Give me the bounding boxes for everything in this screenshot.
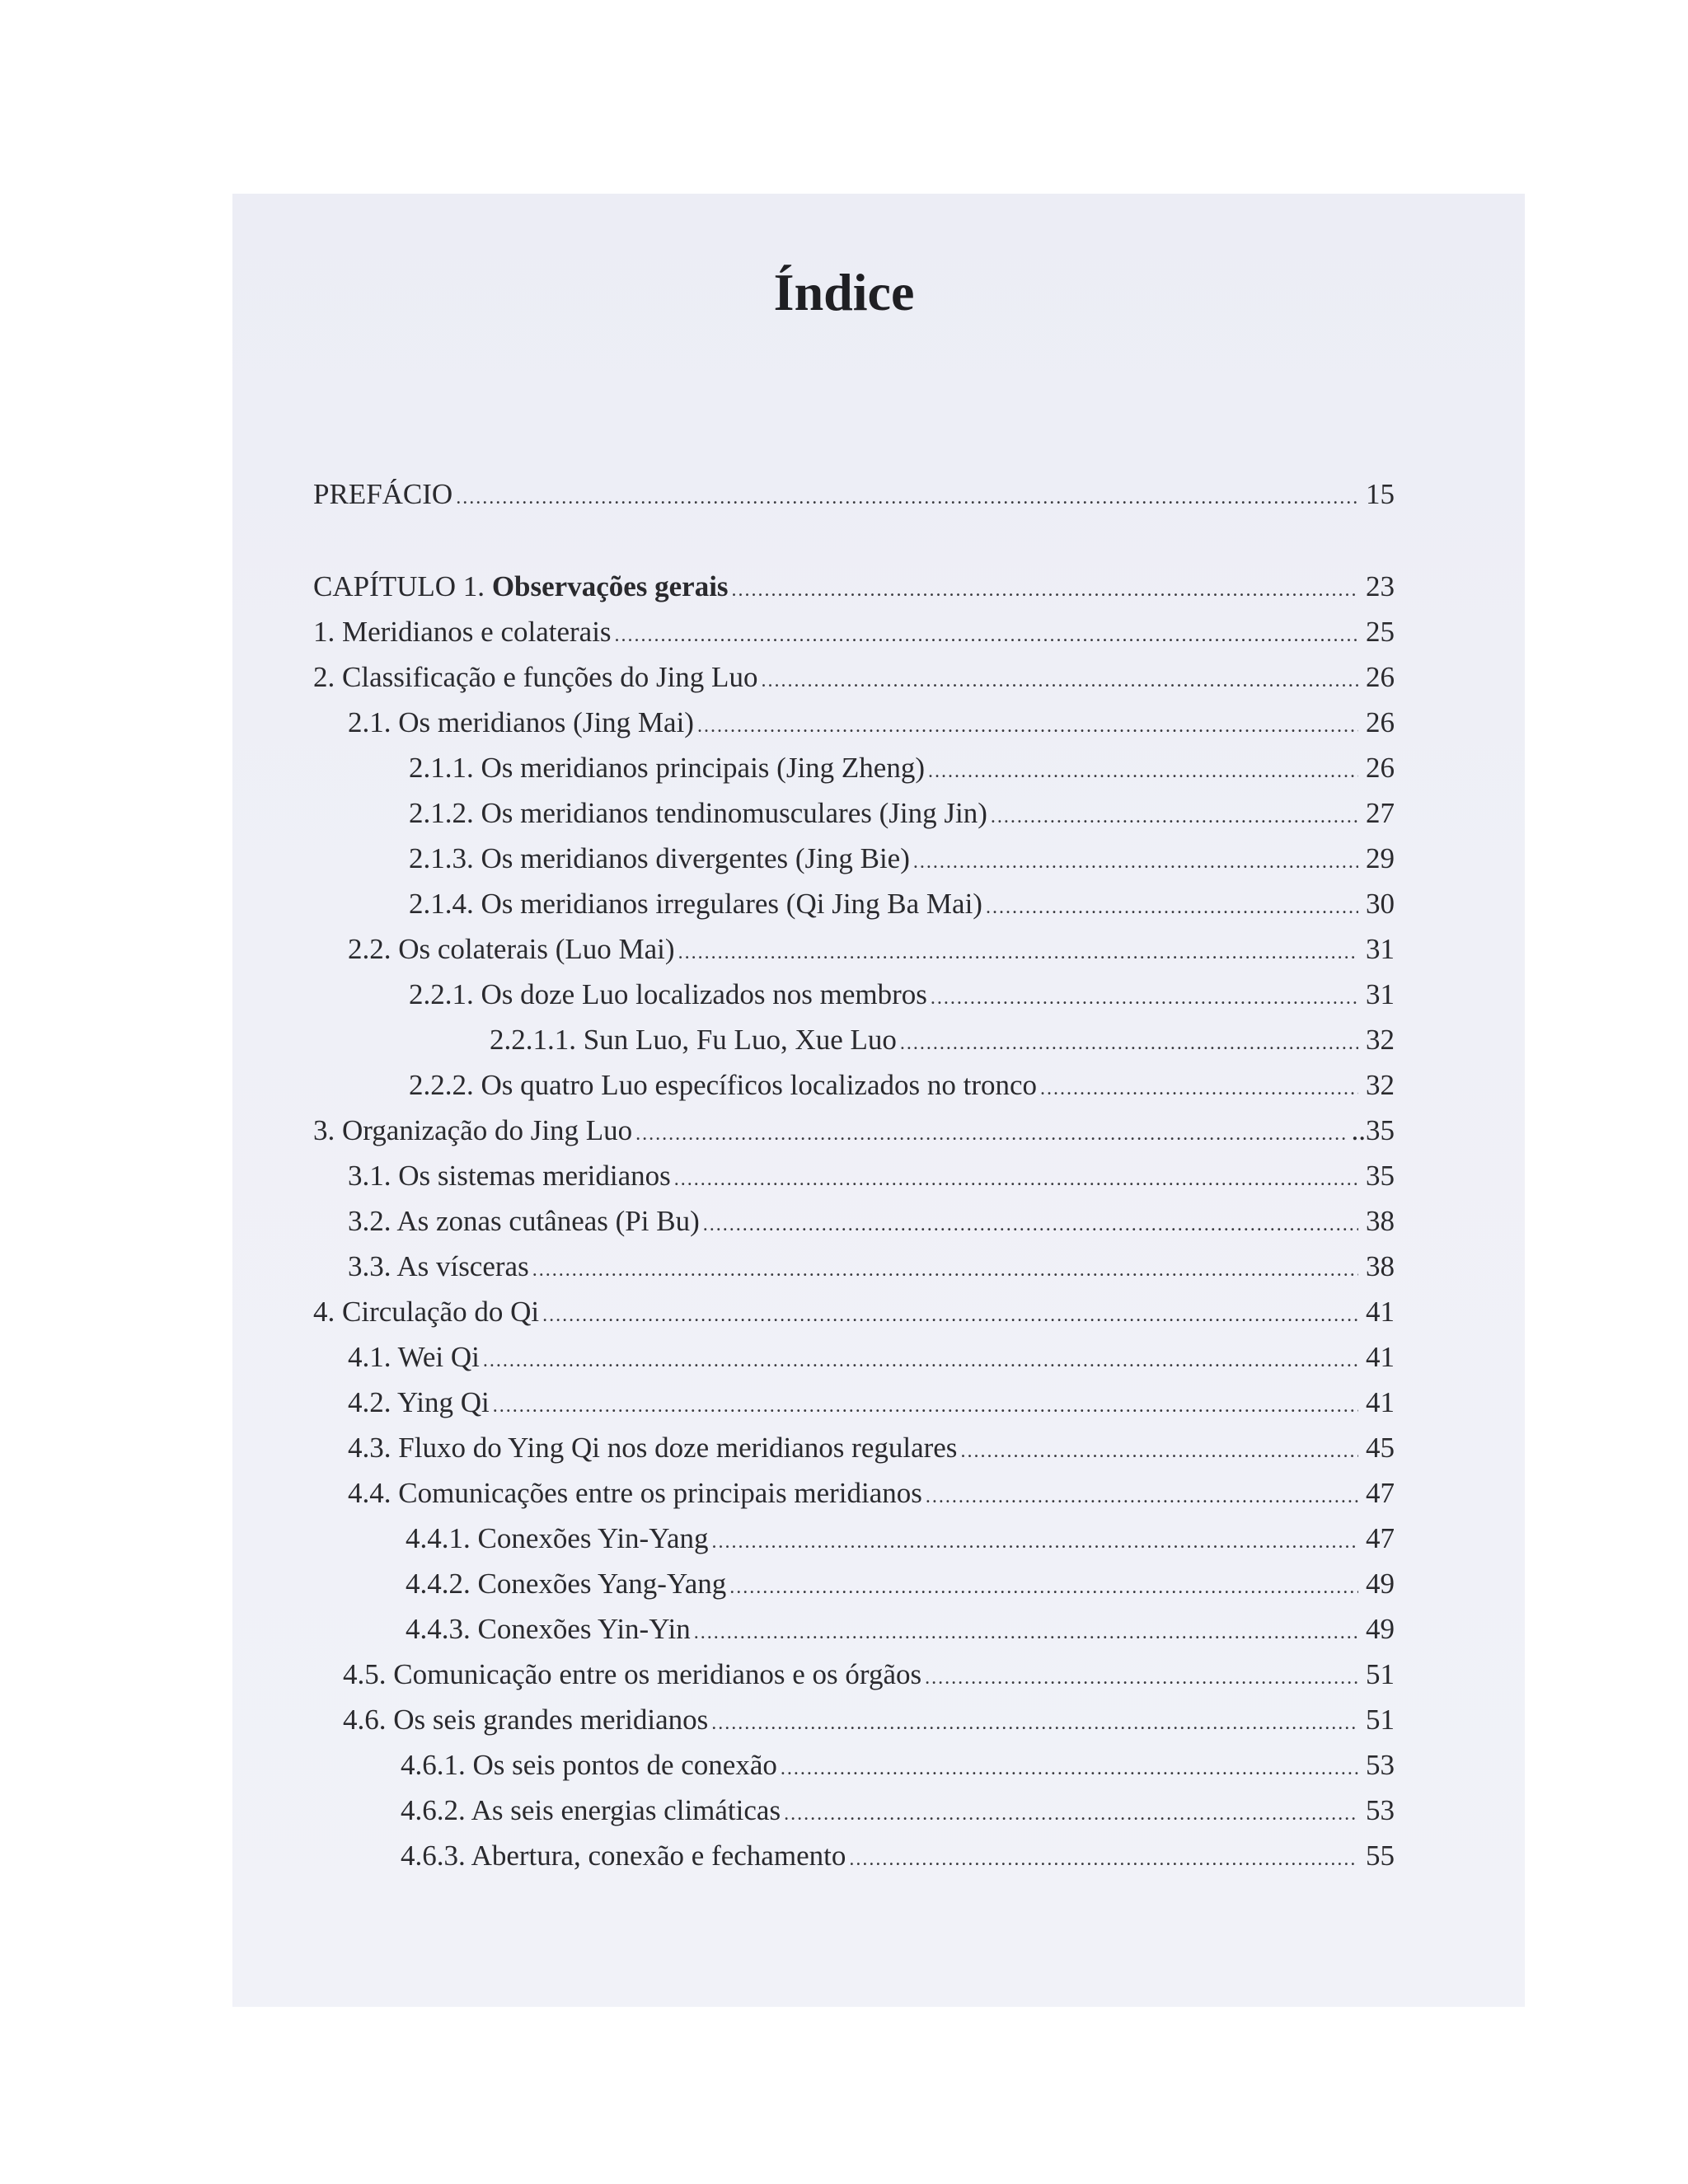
toc-entry-label: 2.1.1. Os meridianos principais (Jing Zheng): [409, 752, 926, 784]
dot-leader: [928, 755, 1358, 788]
toc-entry-label: 2.1.4. Os meridianos irregulares (Qi Jing Ba Mai): [409, 888, 982, 920]
toc-page-number: 51: [1366, 1704, 1395, 1736]
dot-leader: [678, 936, 1358, 969]
toc-page-number: 26: [1366, 706, 1395, 738]
dot-leader: [960, 1435, 1358, 1468]
toc-entry[interactable]: [313, 1114, 1395, 1147]
toc-entry-label: 2.1.2. Os meridianos tendinomusculares (Jing Jin): [409, 797, 987, 829]
dot-leader: [781, 1752, 1358, 1785]
toc-entry[interactable]: [343, 1704, 1395, 1736]
toc-page-number: 53: [1366, 1749, 1395, 1781]
dot-leader: [784, 1797, 1358, 1830]
dot-leader: [913, 846, 1358, 879]
toc-page-number: 38: [1366, 1205, 1395, 1237]
toc-entry[interactable]: [313, 616, 1395, 649]
toc-page-number: 49: [1366, 1613, 1395, 1645]
dot-leader: [732, 574, 1358, 607]
toc-entry[interactable]: [401, 1749, 1395, 1782]
toc-entry[interactable]: [313, 570, 1395, 603]
toc-page-number: 55: [1366, 1840, 1395, 1872]
toc-entry[interactable]: [313, 661, 1395, 694]
toc-entry-label: 2. Classificação e funções do Jing Luo: [313, 661, 758, 693]
toc-page-number: 23: [1366, 570, 1395, 602]
dot-leader: [615, 619, 1358, 652]
toc-entry[interactable]: [348, 1250, 1395, 1283]
toc-entry[interactable]: [409, 752, 1395, 785]
toc-entry[interactable]: [348, 1386, 1395, 1419]
toc-entry-label: 3.3. As vísceras: [348, 1250, 529, 1282]
toc-entry[interactable]: [348, 1432, 1395, 1465]
toc-entry[interactable]: [409, 842, 1395, 875]
toc-entry[interactable]: [409, 1069, 1395, 1102]
toc-entry-label: 4. Circulação do Qi: [313, 1296, 540, 1328]
toc-entry-label: 3. Organização do Jing Luo: [313, 1114, 633, 1146]
toc-entry-label: 2.2.2. Os quatro Luo específicos localizados no tronco: [409, 1069, 1038, 1101]
toc-page-number: 32: [1366, 1069, 1395, 1101]
dot-leader: [674, 1163, 1358, 1196]
toc-entry[interactable]: [348, 706, 1395, 739]
toc-page-number: 15: [1366, 478, 1395, 510]
dot-leader: [1040, 1072, 1358, 1105]
dot-leader: [925, 1661, 1358, 1694]
dot-leader: [493, 1390, 1358, 1422]
toc-page-number: 30: [1366, 888, 1395, 920]
toc-page-number: 32: [1366, 1024, 1395, 1056]
toc-entry-label: 4.2. Ying Qi: [348, 1386, 490, 1418]
toc-entry[interactable]: [401, 1840, 1395, 1872]
toc-entry-label: 3.1. Os sistemas meridianos: [348, 1160, 671, 1192]
toc-entry-label: CAPÍTULO 1. Observações gerais: [313, 570, 729, 602]
dot-leader: [697, 710, 1358, 743]
toc-entry[interactable]: [409, 888, 1395, 921]
toc-entry-label: 4.6.2. As seis energias climáticas: [401, 1794, 781, 1826]
toc-entry[interactable]: [406, 1613, 1395, 1646]
toc-entry-label: 4.5. Comunicação entre os meridianos e os órgãos: [343, 1658, 922, 1690]
toc-page-number: 41: [1366, 1341, 1395, 1373]
dot-leader: [926, 1480, 1358, 1513]
toc-entry[interactable]: [313, 1296, 1395, 1329]
toc-entry[interactable]: [409, 978, 1395, 1011]
toc-page-number: 45: [1366, 1432, 1395, 1464]
toc-entry-label: 4.6. Os seis grandes meridianos: [343, 1704, 709, 1736]
toc-entry[interactable]: [348, 933, 1395, 966]
toc-entry-label: 4.4.2. Conexões Yang-Yang: [406, 1568, 727, 1600]
dot-leader: [483, 1344, 1358, 1377]
dot-leader: [712, 1526, 1358, 1558]
dot-leader: [931, 982, 1358, 1015]
toc-page-number: 35: [1366, 1160, 1395, 1192]
toc-entry[interactable]: [343, 1658, 1395, 1691]
page-title: Índice: [773, 263, 915, 321]
toc-entry[interactable]: [348, 1341, 1395, 1374]
toc-page-number: 41: [1366, 1386, 1395, 1418]
toc-entry-label: 4.6.3. Abertura, conexão e fechamento: [401, 1840, 846, 1872]
toc-entry[interactable]: [348, 1160, 1395, 1193]
toc-page-number: ..35: [1351, 1114, 1395, 1146]
toc-page-number: 41: [1366, 1296, 1395, 1328]
dot-leader: [456, 481, 1358, 514]
dot-leader: [900, 1027, 1358, 1060]
dot-leader: [694, 1616, 1358, 1649]
toc-entry[interactable]: [490, 1024, 1395, 1057]
dot-leader: [729, 1571, 1358, 1604]
toc-page-number: 51: [1366, 1658, 1395, 1690]
toc-entry-label: 4.3. Fluxo do Ying Qi nos doze meridianos regulares: [348, 1432, 958, 1464]
toc-page-number: 26: [1366, 661, 1395, 693]
toc-page-number: 49: [1366, 1568, 1395, 1600]
toc-entry[interactable]: [348, 1477, 1395, 1510]
toc-page-number: 27: [1366, 797, 1395, 829]
toc-entry-label: 4.1. Wei Qi: [348, 1341, 480, 1373]
toc-page-number: 26: [1366, 752, 1395, 784]
toc-page-number: 53: [1366, 1794, 1395, 1826]
toc-entry-label: 2.2. Os colaterais (Luo Mai): [348, 933, 675, 965]
toc-entry[interactable]: [313, 478, 1395, 511]
dot-leader: [849, 1843, 1358, 1876]
toc-entry-label: 2.2.1.1. Sun Luo, Fu Luo, Xue Luo: [490, 1024, 897, 1056]
toc-entry[interactable]: [409, 797, 1395, 830]
toc-page-number: 25: [1366, 616, 1395, 648]
toc-entry-label: 4.4. Comunicações entre os principais meridianos: [348, 1477, 922, 1509]
dot-leader: [711, 1707, 1358, 1740]
toc-entry-label: PREFÁCIO: [313, 478, 453, 510]
dot-leader: [991, 800, 1358, 833]
toc-entry-label: 4.4.3. Conexões Yin-Yin: [406, 1613, 691, 1645]
dot-leader: [703, 1208, 1358, 1241]
toc-entry[interactable]: [406, 1568, 1395, 1601]
toc-entry-label: 1. Meridianos e colaterais: [313, 616, 612, 648]
toc-entry[interactable]: [406, 1522, 1395, 1555]
toc-entry-label: 2.1. Os meridianos (Jing Mai): [348, 706, 694, 738]
toc-entry-label: 2.1.3. Os meridianos divergentes (Jing Bie): [409, 842, 910, 874]
toc-entry[interactable]: [401, 1794, 1395, 1827]
toc-page-number: 38: [1366, 1250, 1395, 1282]
toc-page-number: 31: [1366, 978, 1395, 1010]
toc-entry-label: 4.6.1. Os seis pontos de conexão: [401, 1749, 777, 1781]
toc-page-number: 29: [1366, 842, 1395, 874]
toc-page-number: 47: [1366, 1477, 1395, 1509]
dot-leader: [532, 1254, 1358, 1286]
dot-leader: [986, 891, 1358, 924]
toc-page-number: 31: [1366, 933, 1395, 965]
toc-entry-label: 4.4.1. Conexões Yin-Yang: [406, 1522, 709, 1554]
toc-page-number: 47: [1366, 1522, 1395, 1554]
toc-entry-label: 2.2.1. Os doze Luo localizados nos membros: [409, 978, 927, 1010]
dot-leader: [761, 664, 1358, 697]
toc-entry-label: 3.2. As zonas cutâneas (Pi Bu): [348, 1205, 700, 1237]
toc-entry[interactable]: [348, 1205, 1395, 1238]
dot-leader: [635, 1118, 1348, 1151]
dot-leader: [542, 1299, 1358, 1332]
